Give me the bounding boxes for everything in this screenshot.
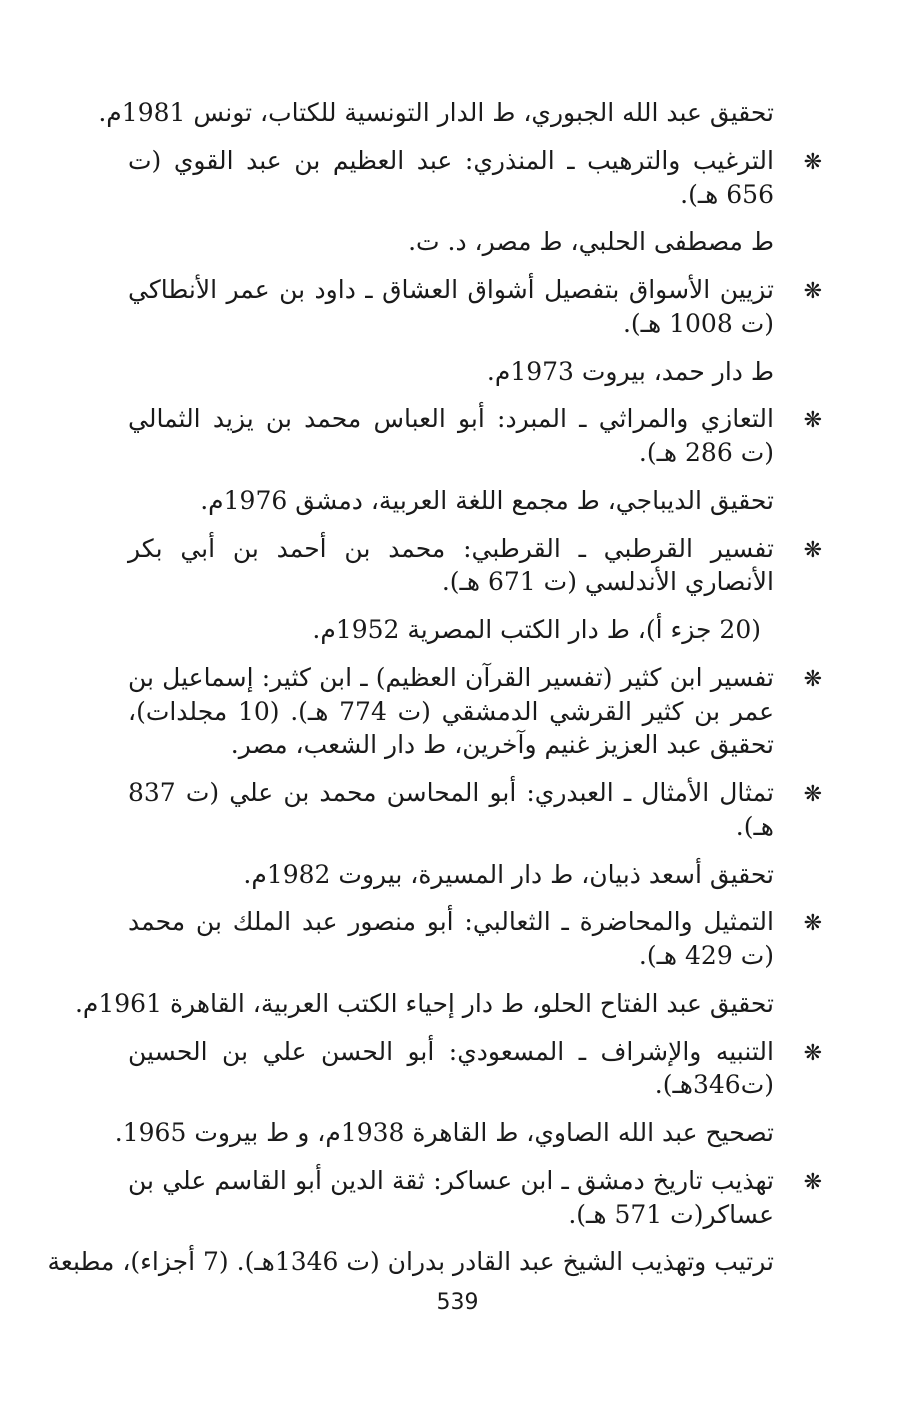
bibliography-entry bbox=[0, 905, 915, 973]
entry-note bbox=[0, 484, 915, 518]
entry-note bbox=[0, 1245, 915, 1279]
note-text: (20 جزء أ)، ط دار الكتب المصرية 1952م. bbox=[312, 615, 761, 644]
entry-note bbox=[0, 225, 915, 259]
note-text: تحقيق الديباجي، ط مجمع اللغة العربية، دمشق 1976م. bbox=[200, 485, 774, 515]
entry-text: تفسير ابن كثير (تفسير القرآن العظيم) ـ ابن كثير: إسماعيل بن عمر بن كثير القرشي الدمشقي (ت 774 هـ). (10 مجلدات)، تحقيق عبد العزيز غنيم وآخرين، ط دار الشعب، مصر. bbox=[128, 662, 775, 760]
entry-text: تمثال الأمثال ـ العبدري: أبو المحاسن محمد بن علي (ت 837 هـ). bbox=[128, 778, 774, 841]
note-text: تحقيق عبد الله الجبوري، ط الدار التونسية للكتاب، تونس 1981م. bbox=[98, 98, 774, 127]
entry-note bbox=[0, 613, 915, 647]
page-number: 539 bbox=[436, 1290, 479, 1315]
entry-note bbox=[0, 1116, 915, 1150]
entry-note bbox=[0, 987, 915, 1021]
entry-text: تهذيب تاريخ دمشق ـ ابن عساكر: ثقة الدين أبو القاسم علي بن عساكر(ت 571 هـ). bbox=[128, 1165, 774, 1229]
note-text: تحقيق أسعد ذبيان، ط دار المسيرة، بيروت 1982م. bbox=[243, 859, 774, 889]
entry-text: التنبيه والإشراف ـ المسعودي: أبو الحسن علي بن الحسين (ت346هـ). bbox=[128, 1036, 774, 1100]
bibliography-entry bbox=[0, 144, 915, 212]
bibliography-entry bbox=[0, 1035, 915, 1103]
bullet-icon: ❋ bbox=[803, 537, 822, 563]
bibliography-entry bbox=[0, 776, 915, 844]
bibliography-entry bbox=[0, 661, 915, 762]
bullet-icon: ❋ bbox=[803, 1169, 822, 1195]
entry-text: التمثيل والمحاضرة ـ الثعالبي: أبو منصور عبد الملك بن محمد (ت 429 هـ). bbox=[128, 907, 774, 970]
bibliography-entry bbox=[0, 532, 915, 600]
bibliography-entry bbox=[0, 402, 915, 470]
bibliography-page bbox=[0, 96, 915, 1293]
note-text: ط مصطفى الحلبي، ط مصر، د. ت. bbox=[408, 227, 774, 257]
bullet-icon: ❋ bbox=[803, 666, 822, 692]
entry-note bbox=[0, 355, 915, 389]
entry-text: الترغيب والترهيب ـ المنذري: عبد العظيم بن عبد القوي (ت 656 هـ). bbox=[128, 145, 774, 209]
bullet-icon: ❋ bbox=[803, 782, 822, 807]
bibliography-entry bbox=[0, 273, 915, 341]
note-text: ط دار حمد، بيروت 1973م. bbox=[486, 356, 774, 386]
entry-text: التعازي والمراثي ـ المبرد: أبو العباس محمد بن يزيد الثمالي (ت 286 هـ). bbox=[128, 404, 774, 467]
note-text: ترتيب وتهذيب الشيخ عبد القادر بدران (ت 1346هـ). (7 أجزاء)، مطبعة bbox=[47, 1247, 774, 1277]
bullet-icon: ❋ bbox=[803, 1040, 822, 1066]
entry-text: تزيين الأسواق بتفصيل أشواق العشاق ـ داود بن عمر الأنطاكي (ت 1008 هـ). bbox=[128, 275, 774, 338]
bibliography-entry bbox=[0, 1164, 915, 1232]
note-text: تصحيح عبد الله الصاوي، ط القاهرة 1938م، و ط بيروت 1965. bbox=[114, 1118, 774, 1147]
bullet-icon: ❋ bbox=[803, 408, 822, 434]
note-text: تحقيق عبد الفتاح الحلو، ط دار إحياء الكتب العربية، القاهرة 1961م. bbox=[74, 988, 774, 1018]
entry-text: تفسير القرطبي ـ القرطبي: محمد بن أحمد بن أبي بكر الأنصاري الأندلسي (ت 671 هـ). bbox=[128, 533, 774, 597]
opening-note bbox=[0, 96, 915, 130]
entry-note bbox=[0, 858, 915, 892]
bullet-icon: ❋ bbox=[803, 911, 822, 937]
bullet-icon: ❋ bbox=[803, 149, 822, 175]
bullet-icon: ❋ bbox=[803, 279, 822, 304]
